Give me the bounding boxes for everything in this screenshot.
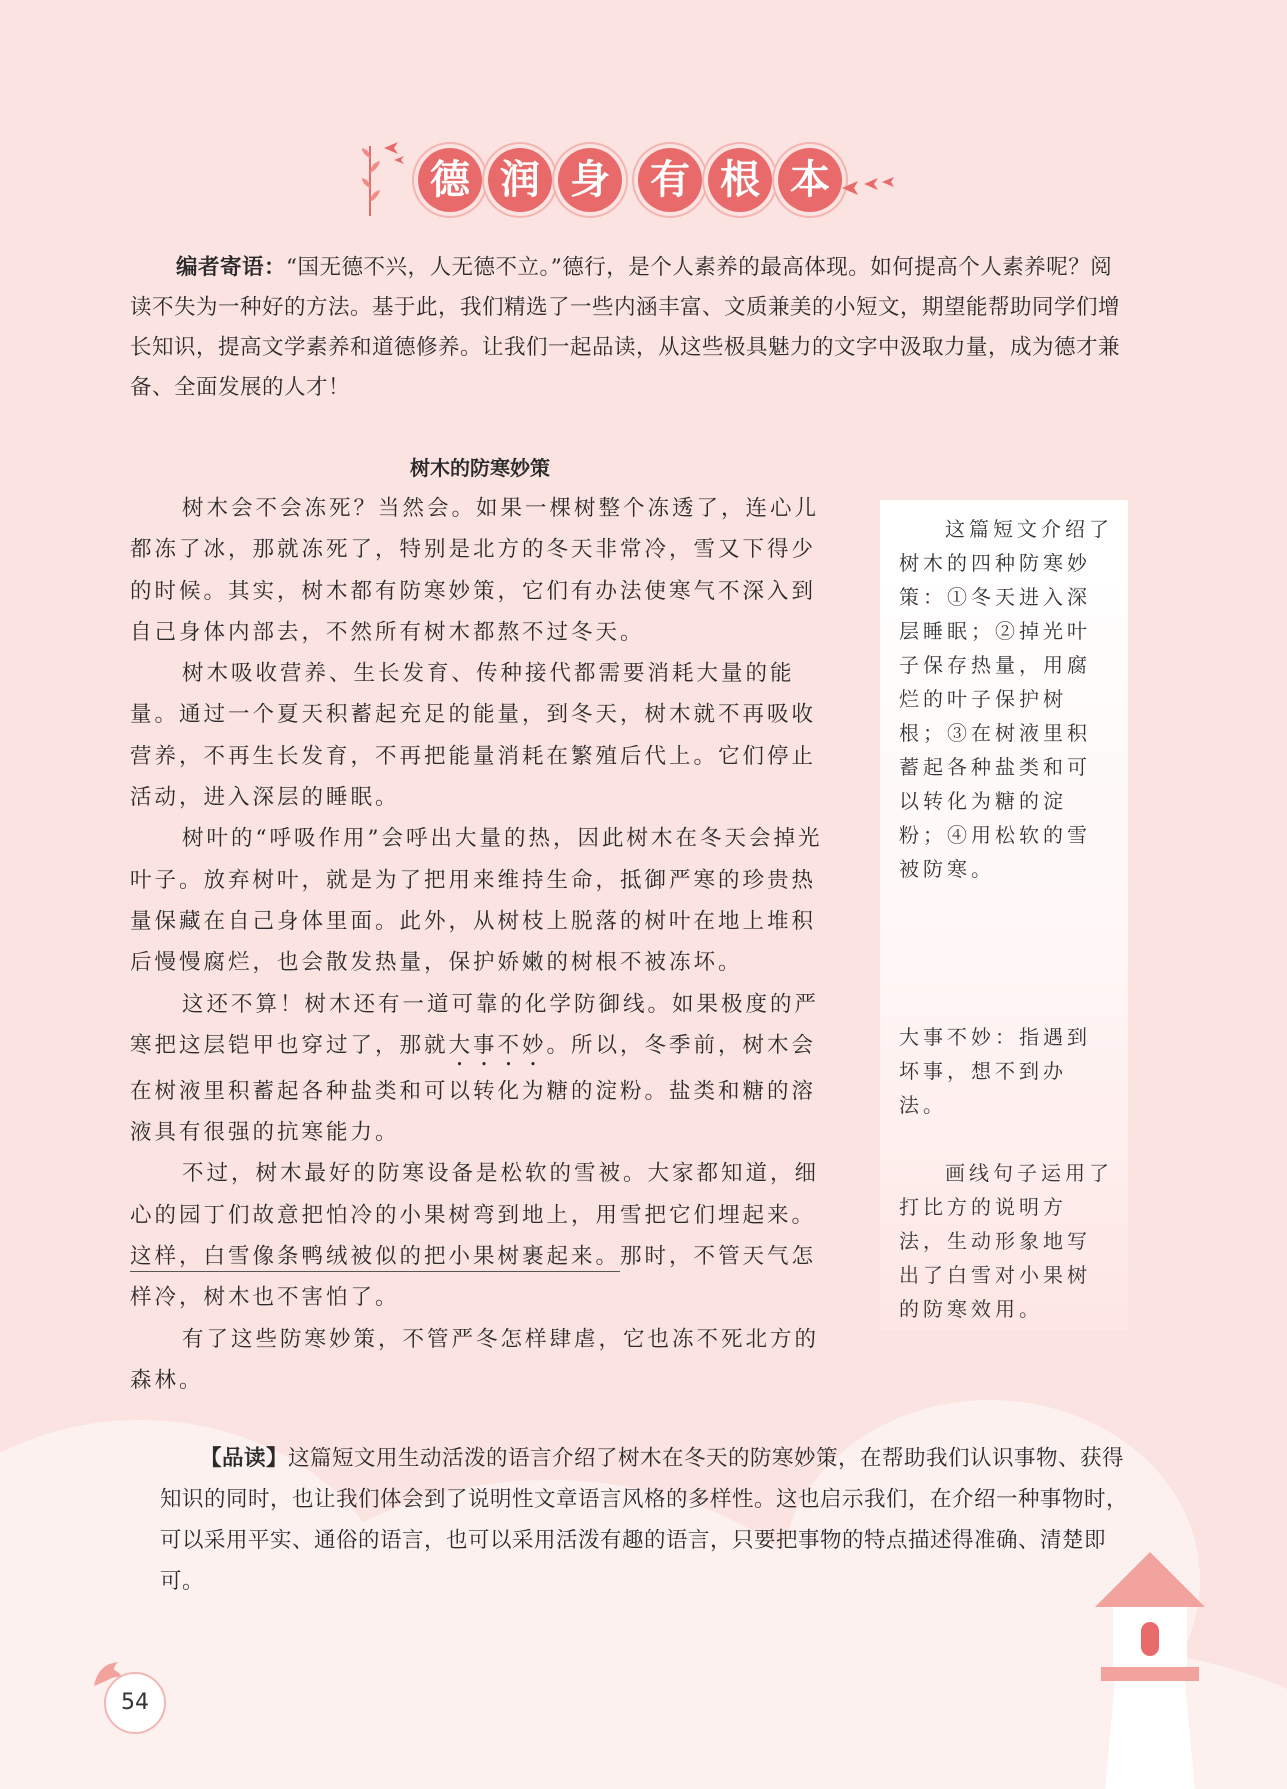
article-paragraph: [130, 984, 840, 1154]
annotation-idiom: 大事不妙：指遇到坏事，想不到办法。: [899, 1025, 1091, 1117]
article-paragraph: 树木吸收营养、生长发育、传种接代都需要消耗大量的能量。通过一个夏天积蓄起充足的能量，到冬天，树木就不再吸收营养，不再生长发育，不再把能量消耗在繁殖后代上。它们停止活动，进入深层的睡眠。: [130, 661, 817, 811]
title-char: 本: [778, 148, 842, 212]
title-char: 德: [418, 148, 482, 212]
paragraph-text: 不过，树木最好的防寒设备是松软的雪被。大家都知道，细心的园丁们故意把怕冷的小果树弯到地上，用雪把它们埋起来。: [130, 1161, 820, 1228]
editor-note-text: “国无德不兴，人无德不立。”德行，是个人素养的最高体现。如何提高个人素养呢？阅读不失为一种好的方法。基于此，我们精选了一些内涵丰富、文质兼美的小短文，期望能帮助同学们增长知识，提高文学素养和道德修养。让我们一起品读，从这些极具魅力的文字中汲取力量，成为德才兼备、全面发展的人才！: [130, 255, 1121, 400]
editor-note: [130, 248, 1130, 408]
title-char: 根: [708, 148, 772, 212]
article-paragraph: 树木会不会冻死？当然会。如果一棵树整个冻透了，连心儿都冻了冰，那就冻死了，特别是北方的冬天非常冷，雪又下得少的时候。其实，树木都有防寒妙策，它们有办法使寒气不深入到自己身体内部去，不然所有树木都熬不过冬天。: [130, 496, 820, 645]
paragraph-text: 那时，不管天气怎样冷，树木也不害怕了。: [130, 1244, 817, 1311]
article-paragraph: [130, 1153, 840, 1318]
paragraph-text: 这还不算！树木还有一道可靠的化学防御线。如果极度的严寒把这层铠甲也穿过了，那就: [130, 991, 820, 1058]
page-number: 54: [104, 1672, 166, 1734]
title-char: 有: [638, 148, 702, 212]
emphasized-phrase: 大事不妙: [448, 1032, 547, 1058]
cloud-decoration: [0, 1620, 1287, 1789]
reading-label: 【品读】: [200, 1446, 289, 1471]
reading-comment: [160, 1438, 1145, 1602]
lighthouse-icon: [1095, 1552, 1205, 1789]
title-char: 润: [488, 148, 552, 212]
annotation-rhetoric: 画线句子运用了打比方的说明方法，生动形象地写出了白雪对小果树的防寒效用。: [899, 1161, 1113, 1321]
reading-text: 这篇短文用生动活泼的语言介绍了树木在冬天的防寒妙策，在帮助我们认识事物、获得知识的同时，也让我们体会到了说明性文章语言风格的多样性。这也启示我们，在介绍一种事物时，可以采用平实、通俗的语言，也可以采用活泼有趣的语言，只要把事物的特点描述得准确、清楚即可。: [160, 1446, 1129, 1594]
underlined-sentence: 这样，白雪像条鸭绒被似的把小果树裹起来。: [130, 1244, 620, 1272]
annotation-summary: 这篇短文介绍了树木的四种防寒妙策：①冬天进入深层睡眠；②掉光叶子保存热量，用腐烂的叶子保护树根；③在树液里积蓄起各种盐类和可以转化为糖的淀粉；④用松软的雪被防寒。: [899, 517, 1113, 881]
title-char: 身: [558, 148, 622, 212]
paragraph-text: 。所以，冬季前，树木会在树液里积蓄起各种盐类和可以转化为糖的淀粉。盐类和糖的溶液具有很强的抗寒能力。: [130, 1032, 817, 1146]
article-paragraph: 树叶的“呼吸作用”会呼出大量的热，因此树木在冬天会掉光叶子。放弃树叶，就是为了把用来维持生命，抵御严寒的珍贵热量保藏在自己身体里面。此外，从树枝上脱落的树叶在地上堆积后慢慢腐烂，也会散发热量，保护娇嫩的树根不被冻坏。: [130, 826, 823, 976]
article-body: [130, 488, 840, 1401]
section-title: [360, 138, 920, 238]
fish-icon: [840, 172, 900, 202]
article-title: 树木的防寒妙策: [410, 456, 550, 480]
article-paragraph: 有了这些防寒妙策，不管严冬怎样肆虐，它也冻不死北方的森林。: [130, 1326, 820, 1393]
editor-note-label: 编者寄语：: [176, 255, 287, 280]
